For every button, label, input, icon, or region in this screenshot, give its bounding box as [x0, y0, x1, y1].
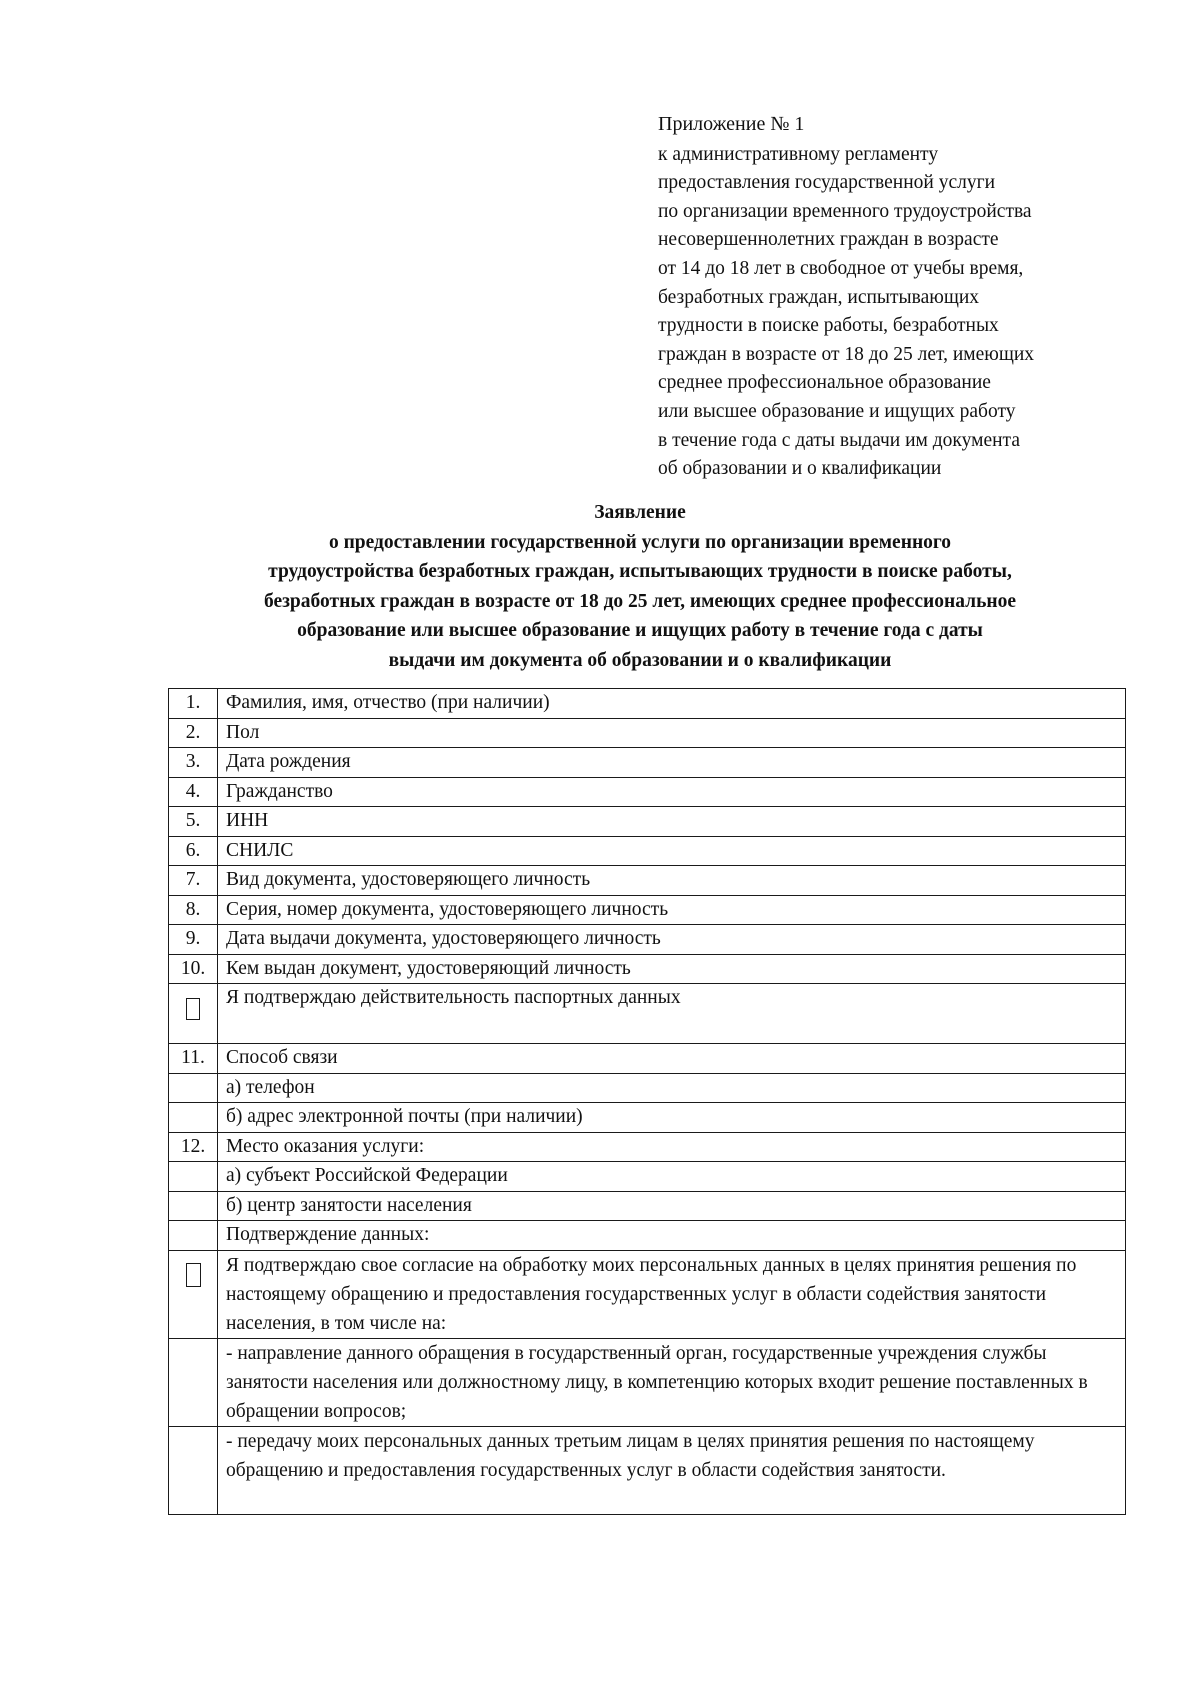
table-row [169, 836, 1126, 866]
row-label[interactable]: а) субъект Российской Федерации [218, 1162, 1126, 1192]
row-label[interactable]: Пол [218, 718, 1126, 748]
row-number [169, 1426, 218, 1514]
table-row [169, 1044, 1126, 1074]
row-label[interactable]: б) адрес электронной почты (при наличии) [218, 1103, 1126, 1133]
heading-line: выдачи им документа об образовании и о квалификации [388, 649, 892, 671]
table-row [169, 954, 1126, 984]
appendix-line: трудности в поиске работы, безработных [658, 315, 999, 337]
consent-checkbox[interactable] [186, 1263, 201, 1287]
row-label: Я подтверждаю действительность паспортных данных [218, 984, 1126, 1044]
appendix-line: в течение года с даты выдачи им документа [658, 429, 1020, 451]
row-number: 11. [169, 1044, 218, 1074]
table-row [169, 866, 1126, 896]
appendix-line: несовершеннолетних граждан в возрасте [658, 229, 999, 251]
row-label: Место оказания услуги: [218, 1132, 1126, 1162]
row-label[interactable]: Серия, номер документа, удостоверяющего личность [218, 895, 1126, 925]
row-label[interactable]: Гражданство [218, 777, 1126, 807]
row-number: 7. [169, 866, 218, 896]
row-number: 12. [169, 1132, 218, 1162]
row-label[interactable]: Фамилия, имя, отчество (при наличии) [218, 689, 1126, 719]
table-row [169, 1250, 1126, 1338]
row-label[interactable]: б) центр занятости населения [218, 1191, 1126, 1221]
row-label [218, 1338, 1126, 1426]
table-row [169, 777, 1126, 807]
appendix-line: от 14 до 18 лет в свободное от учебы время, [658, 257, 1024, 279]
table-row [169, 1132, 1126, 1162]
row-number: 1. [169, 689, 218, 719]
appendix-line: к административному регламенту [658, 143, 939, 165]
appendix-line: среднее профессиональное образование [658, 372, 991, 394]
table-row [169, 1221, 1126, 1251]
passport-confirm-checkbox[interactable] [186, 998, 200, 1020]
consent-item: - направление данного обращения в государственный орган, государственные учреждения службы занятости населения или должностному лицу, в компетенцию которых входит решение поставленных в обращении вопросов; [226, 1342, 1088, 1422]
table-row [169, 748, 1126, 778]
consent-text: Я подтверждаю свое согласие на обработку моих персональных данных в целях принятия решения по настоящему обращению и предоставления государственных услуг в области содействия занятости населения, в том числе на: [226, 1254, 1077, 1334]
row-number [169, 1338, 218, 1426]
row-number: 10. [169, 954, 218, 984]
appendix-line: предоставления государственной услуги [658, 172, 996, 194]
row-number: 4. [169, 777, 218, 807]
row-label[interactable]: Вид документа, удостоверяющего личность [218, 866, 1126, 896]
row-label[interactable]: Дата выдачи документа, удостоверяющего личность [218, 925, 1126, 955]
passport-confirm-checkbox-cell [169, 984, 218, 1044]
row-number: 8. [169, 895, 218, 925]
table-row [169, 984, 1126, 1044]
row-label: Подтверждение данных: [218, 1221, 1126, 1251]
row-label [218, 1426, 1126, 1514]
table-row [169, 895, 1126, 925]
row-number [169, 1162, 218, 1192]
table-row [169, 807, 1126, 837]
table-row [169, 718, 1126, 748]
row-label[interactable]: СНИЛС [218, 836, 1126, 866]
table-row [169, 1191, 1126, 1221]
row-label[interactable]: а) телефон [218, 1073, 1126, 1103]
appendix-line: граждан в возрасте от 18 до 25 лет, имеющих [658, 343, 1035, 365]
document-title: Заявление [594, 502, 686, 523]
consent-item: - передачу моих персональных данных третьим лицам в целях принятия решения по настоящему обращению и предоставления государственных услуг в области содействия занятости. [226, 1430, 1035, 1481]
row-number [169, 1221, 218, 1251]
row-number [169, 1103, 218, 1133]
row-number: 5. [169, 807, 218, 837]
table-row [169, 1338, 1126, 1426]
application-form-table [168, 688, 1126, 1515]
row-number: 9. [169, 925, 218, 955]
row-label[interactable]: Дата рождения [218, 748, 1126, 778]
appendix-line: по организации временного трудоустройства [658, 200, 1032, 222]
row-number [169, 1191, 218, 1221]
heading-line: трудоустройства безработных граждан, испытывающих трудности в поиске работы, [268, 561, 1012, 583]
document-heading [140, 498, 1140, 676]
row-label [218, 1250, 1126, 1338]
row-number: 6. [169, 836, 218, 866]
row-number: 3. [169, 748, 218, 778]
table-row [169, 1426, 1126, 1514]
heading-line: образование или высшее образование и ищущих работу в течение года с даты [297, 620, 983, 642]
table-row [169, 1073, 1126, 1103]
row-number [169, 1073, 218, 1103]
heading-line: безработных граждан в возрасте от 18 до 25 лет, имеющих среднее профессиональное [263, 590, 1017, 612]
table-row [169, 1162, 1126, 1192]
table-row [169, 1103, 1126, 1133]
row-label[interactable]: Кем выдан документ, удостоверяющий личность [218, 954, 1126, 984]
appendix-line: об образовании и о квалификации [658, 458, 942, 480]
table-row [169, 925, 1126, 955]
appendix-title: Приложение № 1 [658, 113, 805, 135]
appendix-line: безработных граждан, испытывающих [658, 286, 980, 308]
appendix-line: или высшее образование и ищущих работу [658, 400, 1016, 422]
appendix-header [658, 110, 1138, 484]
table-row [169, 689, 1126, 719]
row-label: Способ связи [218, 1044, 1126, 1074]
consent-checkbox-cell [169, 1250, 218, 1338]
row-number: 2. [169, 718, 218, 748]
heading-line: о предоставлении государственной услуги по организации временного [328, 531, 952, 553]
row-label[interactable]: ИНН [218, 807, 1126, 837]
